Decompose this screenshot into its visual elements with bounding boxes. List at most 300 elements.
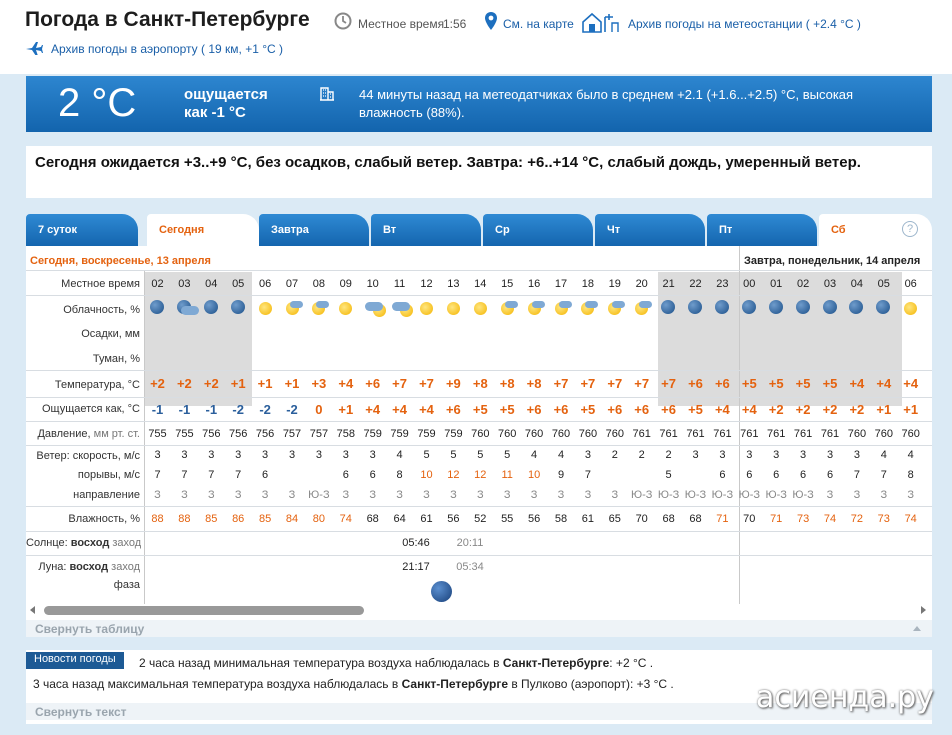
direction-cell: З xyxy=(880,489,888,501)
humidity-cell: 71 xyxy=(716,513,729,525)
hour-cell: 06 xyxy=(258,278,272,290)
gust-cell: 7 xyxy=(208,469,215,481)
wind-speed-cell: 3 xyxy=(826,449,834,461)
pressure-cell: 760 xyxy=(498,428,517,440)
moon-icon xyxy=(742,300,762,316)
direction-cell: Ю-З xyxy=(308,489,330,501)
station-archive-link[interactable]: Архив погоды на метеостанции ( +2.4 °C ) xyxy=(628,17,861,31)
temperature-cell: +6 xyxy=(714,376,730,391)
direction-cell: Ю-З xyxy=(684,489,707,501)
temperature-cell: +7 xyxy=(661,376,676,391)
news-line-1: 2 часа назад минимальная температура воздуха наблюдалась в Санкт-Петербурге: +2 °C . xyxy=(139,656,654,670)
gust-cell: 7 xyxy=(154,469,161,481)
direction-cell: З xyxy=(342,489,350,501)
moonrise-time: 21:17 xyxy=(402,561,430,573)
scrollbar-thumb[interactable] xyxy=(44,606,364,615)
direction-cell: З xyxy=(234,489,242,501)
feels-like-cell: +6 xyxy=(634,402,650,417)
wind-speed-cell: 3 xyxy=(800,449,807,461)
wind-speed-cell: 3 xyxy=(369,449,376,461)
temperature-cell: +1 xyxy=(284,376,300,391)
pressure-cell: 760 xyxy=(901,428,920,440)
hour-cell: 05 xyxy=(877,278,890,290)
temperature-cell: +7 xyxy=(553,376,569,391)
temperature-cell: +7 xyxy=(580,376,596,391)
row-label-humidity: Влажность, % xyxy=(68,513,140,525)
pressure-cell: 757 xyxy=(309,428,329,440)
hour-cell: 06 xyxy=(904,278,917,290)
row-label-wind: Ветер: скорость, м/с xyxy=(36,450,140,462)
forecast-table xyxy=(26,246,932,620)
pressure-cell: 760 xyxy=(605,428,624,440)
temperature-cell: +5 xyxy=(768,376,784,391)
humidity-cell: 74 xyxy=(904,513,917,525)
current-temperature: 2 °C xyxy=(58,81,137,125)
humidity-cell: 73 xyxy=(796,513,810,525)
date-today: Сегодня, воскресенье, 13 апреля xyxy=(30,255,211,267)
temperature-cell: +4 xyxy=(849,376,865,391)
direction-cell: Ю-З xyxy=(657,489,680,501)
pressure-cell: 756 xyxy=(255,428,275,440)
feels-like-cell: -1 xyxy=(178,402,191,417)
direction-cell: Ю-З xyxy=(738,489,760,501)
pressure-cell: 761 xyxy=(686,428,705,440)
humidity-cell: 56 xyxy=(447,513,460,525)
gust-cell: 6 xyxy=(719,469,726,481)
feels-like-cell: -2 xyxy=(286,402,298,417)
tab-thursday[interactable]: Чт xyxy=(595,214,705,246)
temperature-cell: +2 xyxy=(150,376,165,391)
temperature-cell: +7 xyxy=(634,376,650,391)
pressure-cell: 755 xyxy=(148,428,167,440)
clock-icon xyxy=(334,12,352,30)
humidity-cell: 86 xyxy=(232,513,245,525)
feels-like-cell: +4 xyxy=(741,402,757,417)
hour-cell: 23 xyxy=(716,278,729,290)
temperature-cell: +6 xyxy=(365,376,381,391)
tab-today[interactable]: Сегодня xyxy=(147,214,259,246)
humidity-cell: 52 xyxy=(474,513,487,525)
sun-cloud-icon xyxy=(634,300,654,316)
moon-icon xyxy=(796,300,816,316)
temperature-cell: +4 xyxy=(903,376,919,391)
sun-cloud-icon xyxy=(554,300,574,316)
wind-speed-cell: 3 xyxy=(853,449,860,461)
news-line-2: 3 часа назад максимальная температура воздуха наблюдалась в Санкт-Петербурге в Пулково (аэропорт): +3 °C . xyxy=(33,677,674,691)
moon-icon xyxy=(849,300,869,316)
humidity-cell: 58 xyxy=(554,513,568,525)
humidity-cell: 84 xyxy=(285,513,299,525)
row-label-sun: Солнце: восход заход xyxy=(26,537,142,549)
hour-cell: 20 xyxy=(635,278,648,290)
weather-station-icon xyxy=(581,11,621,33)
pressure-cell: 759 xyxy=(444,428,463,440)
sun-icon xyxy=(338,300,358,316)
feels-like-cell: +5 xyxy=(580,402,596,417)
moon-icon xyxy=(688,300,708,316)
pressure-cell: 760 xyxy=(551,428,571,440)
feels-like-cell: +5 xyxy=(472,402,488,417)
feels-like-cell: +6 xyxy=(607,402,623,417)
row-label-temp: Температура, °C xyxy=(54,379,140,391)
gust-cell: 6 xyxy=(746,469,753,481)
pressure-cell: 760 xyxy=(471,428,490,440)
humidity-cell: 85 xyxy=(258,513,272,525)
temperature-cell: +9 xyxy=(445,376,461,391)
hour-cell: 12 xyxy=(420,278,433,290)
gust-cell: 8 xyxy=(907,469,914,481)
tab-friday[interactable]: Пт xyxy=(707,214,817,246)
sun-cloud-icon xyxy=(580,300,600,316)
sun-icon xyxy=(446,300,466,316)
pressure-cell: 759 xyxy=(363,428,382,440)
moon-icon xyxy=(823,300,843,316)
map-pin-icon xyxy=(484,11,498,31)
sun-icon xyxy=(903,300,923,316)
wind-speed-cell: 3 xyxy=(342,449,349,461)
hour-cell: 04 xyxy=(850,278,864,290)
pressure-cell: 756 xyxy=(202,428,221,440)
hour-cell: 18 xyxy=(581,278,595,290)
direction-cell: З xyxy=(423,489,430,501)
map-link[interactable]: См. на карте xyxy=(503,17,574,31)
hour-cell: 02 xyxy=(151,278,164,290)
humidity-cell: 68 xyxy=(366,513,379,525)
moon-phase-icon xyxy=(431,581,452,602)
hour-cell: 11 xyxy=(393,278,406,290)
cloud-sun-icon xyxy=(392,300,412,316)
row-label-cloud: Облачность, % xyxy=(63,304,140,316)
gust-cell: 10 xyxy=(420,469,433,481)
direction-cell: З xyxy=(261,489,269,501)
humidity-cell: 85 xyxy=(205,513,218,525)
feels-like-cell: +2 xyxy=(849,402,865,417)
temperature-cell: +6 xyxy=(688,376,703,391)
temperature-cell: +5 xyxy=(822,376,838,391)
tab-7-days[interactable]: 7 суток xyxy=(26,214,138,246)
row-label-direction: направление xyxy=(73,489,140,501)
pressure-cell: 755 xyxy=(175,428,194,440)
wind-speed-cell: 2 xyxy=(665,449,672,461)
pressure-cell: 761 xyxy=(713,428,732,440)
feels-like-cell: +6 xyxy=(445,402,461,417)
direction-cell: З xyxy=(503,489,511,501)
wind-speed-cell: 3 xyxy=(584,449,591,461)
hour-cell: 16 xyxy=(527,278,541,290)
wind-speed-cell: 3 xyxy=(235,449,242,461)
sunset-time: 20:11 xyxy=(456,537,484,549)
sun-cloud-icon xyxy=(500,300,520,316)
feels-like-cell: +1 xyxy=(903,402,919,417)
moon-icon xyxy=(231,300,251,316)
temperature-cell: +2 xyxy=(203,376,219,391)
temperature-cell: +7 xyxy=(392,376,407,391)
help-icon[interactable]: ? xyxy=(902,221,918,237)
wind-speed-cell: 3 xyxy=(746,449,753,461)
humidity-cell: 74 xyxy=(339,513,352,525)
pressure-cell: 760 xyxy=(578,428,598,440)
collapse-arrow-icon[interactable] xyxy=(913,626,921,631)
humidity-cell: 70 xyxy=(635,513,648,525)
direction-cell: З xyxy=(853,489,861,501)
scroll-left-arrow[interactable] xyxy=(30,606,35,614)
feels-like-cell: +4 xyxy=(419,402,434,417)
feels-like-cell: -1 xyxy=(205,402,218,417)
feels-like-cell: +5 xyxy=(499,402,515,417)
humidity-cell: 74 xyxy=(823,513,837,525)
pressure-cell: 760 xyxy=(874,428,893,440)
humidity-cell: 56 xyxy=(527,513,541,525)
day-divider xyxy=(739,246,740,604)
local-time-value: 1:56 xyxy=(443,17,467,31)
direction-cell: З xyxy=(476,489,484,501)
pressure-cell: 761 xyxy=(740,428,759,440)
cloud-sun-icon xyxy=(365,300,385,316)
direction-cell: З xyxy=(396,489,403,501)
pressure-cell: 761 xyxy=(659,428,678,440)
pressure-cell: 759 xyxy=(417,428,436,440)
hour-cell: 19 xyxy=(608,278,621,290)
row-label-feels: Ощущается как, °C xyxy=(41,403,140,415)
collapse-table-button[interactable]: Свернуть таблицу xyxy=(26,620,932,637)
temperature-cell: +5 xyxy=(741,376,757,391)
pressure-cell: 761 xyxy=(793,428,813,440)
wind-speed-cell: 3 xyxy=(773,449,780,461)
pressure-cell: 759 xyxy=(390,428,409,440)
pressure-cell: 761 xyxy=(820,428,840,440)
wind-speed-cell: 5 xyxy=(477,449,484,461)
temperature-cell: +8 xyxy=(472,376,488,391)
pressure-cell: 761 xyxy=(632,428,651,440)
hour-cell: 15 xyxy=(501,278,514,290)
direction-cell: З xyxy=(557,489,565,501)
direction-cell: З xyxy=(181,489,188,501)
moon-icon xyxy=(204,300,224,316)
sun-cloud-icon xyxy=(527,300,547,316)
hour-cell: 17 xyxy=(554,278,568,290)
hour-cell: 05 xyxy=(232,278,245,290)
gust-cell: 6 xyxy=(369,469,376,481)
moon-icon xyxy=(876,300,896,316)
hour-cell: 01 xyxy=(770,278,783,290)
feels-like-cell: +6 xyxy=(661,402,676,417)
feels-like-cell: +6 xyxy=(526,402,542,417)
forecast-summary xyxy=(26,146,932,198)
temperature-cell: +7 xyxy=(607,376,623,391)
tab-tomorrow[interactable]: Завтра xyxy=(259,214,369,246)
hour-cell: 13 xyxy=(447,278,460,290)
humidity-cell: 68 xyxy=(689,513,702,525)
feels-like-cell: 0 xyxy=(315,402,323,417)
wind-speed-cell: 3 xyxy=(181,449,188,461)
gust-cell: 7 xyxy=(880,469,887,481)
wind-speed-cell: 2 xyxy=(611,449,618,461)
temperature-cell: +8 xyxy=(499,376,515,391)
moon-icon xyxy=(661,300,681,316)
direction-cell: З xyxy=(530,489,538,501)
hour-cell: 22 xyxy=(689,278,702,290)
wind-speed-cell: 3 xyxy=(315,449,322,461)
row-label-precip: Осадки, мм xyxy=(81,328,140,340)
feels-like-cell: +1 xyxy=(876,402,892,417)
sun-cloud-icon xyxy=(311,300,331,316)
temperature-cell: +5 xyxy=(795,376,811,391)
gust-cell: 7 xyxy=(181,469,188,481)
pressure-cell: 757 xyxy=(282,428,302,440)
feels-like-cell: +4 xyxy=(714,402,730,417)
direction-cell: З xyxy=(207,489,215,501)
feels-like-cell: +4 xyxy=(365,402,381,417)
feels-like-cell: -2 xyxy=(232,402,244,417)
wind-speed-cell: 4 xyxy=(557,449,565,461)
humidity-cell: 61 xyxy=(581,513,595,525)
feels-like-cell: -2 xyxy=(259,402,271,417)
humidity-cell: 72 xyxy=(850,513,864,525)
wind-speed-cell: 4 xyxy=(531,449,538,461)
gust-cell: 11 xyxy=(501,469,513,481)
row-label-pressure: Давление, мм рт. ст. xyxy=(37,428,140,440)
hour-cell: 10 xyxy=(366,278,379,290)
page-title: Погода в Санкт-Петербурге xyxy=(25,8,310,31)
local-time-label: Местное время xyxy=(358,17,445,31)
airport-archive-link[interactable]: Архив погоды в аэропорту ( 19 км, +1 °C ) xyxy=(51,42,284,56)
gust-cell: 5 xyxy=(665,469,672,481)
direction-cell: Ю-З xyxy=(630,489,653,501)
temperature-cell: +2 xyxy=(176,376,192,391)
feels-like-cell: +1 xyxy=(338,402,354,417)
date-tomorrow: Завтра, понедельник, 14 апреля xyxy=(744,255,921,267)
feels-like-cell: -1 xyxy=(151,402,164,417)
feels-like-cell: +2 xyxy=(768,402,784,417)
feels-like-cell: +5 xyxy=(688,402,703,417)
pressure-cell: 761 xyxy=(767,428,786,440)
direction-cell: З xyxy=(288,489,296,501)
wind-speed-cell: 5 xyxy=(423,449,430,461)
wind-speed-cell: 3 xyxy=(208,449,215,461)
gust-cell: 10 xyxy=(527,469,541,481)
hour-cell: 07 xyxy=(285,278,299,290)
tab-wednesday[interactable]: Ср xyxy=(483,214,593,246)
moon-icon xyxy=(150,300,170,316)
pressure-cell: 760 xyxy=(524,428,544,440)
gust-cell: 8 xyxy=(396,469,403,481)
moon-cloud-icon xyxy=(177,300,197,316)
scroll-right-arrow[interactable] xyxy=(921,606,926,614)
feels-like-cell: +6 xyxy=(553,402,569,417)
sun-icon xyxy=(419,300,439,316)
gust-cell: 9 xyxy=(557,469,565,481)
row-label-moon: Луна: восход заход xyxy=(38,561,140,573)
gust-cell: 7 xyxy=(853,469,860,481)
wind-speed-cell: 4 xyxy=(396,449,403,461)
direction-cell: Ю-З xyxy=(765,489,787,501)
row-label-phase: фаза xyxy=(113,579,140,591)
feels-like-cell: +2 xyxy=(822,402,838,417)
tab-saturday[interactable]: Сб xyxy=(819,214,932,246)
sensor-reading-text: 44 минуты назад на метеодатчиках было в среднем +2.1 (+1.6...+2.5) °C, высокая влажность (88%). xyxy=(359,87,854,120)
direction-cell: З xyxy=(584,489,592,501)
gust-cell: 6 xyxy=(342,469,349,481)
humidity-cell: 88 xyxy=(151,513,164,525)
sun-icon xyxy=(258,300,278,316)
sun-cloud-icon xyxy=(607,300,627,316)
hour-cell: 09 xyxy=(339,278,352,290)
humidity-cell: 61 xyxy=(420,513,433,525)
pressure-cell: 756 xyxy=(229,428,248,440)
wind-speed-cell: 4 xyxy=(907,449,914,461)
building-icon xyxy=(319,85,335,101)
humidity-cell: 65 xyxy=(608,513,621,525)
row-label-time: Местное время xyxy=(61,278,140,290)
hour-cell: 03 xyxy=(178,278,191,290)
temperature-cell: +1 xyxy=(230,376,246,391)
hour-cell: 21 xyxy=(662,278,675,290)
temperature-cell: +3 xyxy=(311,376,327,391)
direction-cell: З xyxy=(907,489,915,501)
hour-cell: 08 xyxy=(312,278,326,290)
gust-cell: 6 xyxy=(773,469,780,481)
wind-speed-cell: 3 xyxy=(262,449,269,461)
hour-cell: 02 xyxy=(796,278,810,290)
pressure-cell: 758 xyxy=(336,428,355,440)
temperature-cell: +1 xyxy=(257,376,273,391)
wind-speed-cell: 3 xyxy=(719,449,726,461)
humidity-cell: 68 xyxy=(662,513,675,525)
temperature-cell: +7 xyxy=(419,376,434,391)
direction-cell: З xyxy=(450,489,457,501)
sun-icon xyxy=(473,300,493,316)
temperature-cell: +4 xyxy=(338,376,354,391)
wind-speed-cell: 3 xyxy=(288,449,296,461)
wind-speed-cell: 5 xyxy=(450,449,457,461)
temperature-cell: +8 xyxy=(526,376,542,391)
hour-cell: 14 xyxy=(474,278,487,290)
direction-cell: Ю-З xyxy=(711,489,734,501)
gust-cell: 7 xyxy=(584,469,591,481)
airplane-icon xyxy=(25,41,43,55)
news-tag: Новости погоды xyxy=(26,652,124,669)
temperature-cell: +4 xyxy=(876,376,892,391)
wind-speed-cell: 3 xyxy=(692,449,699,461)
gust-cell: 12 xyxy=(447,469,460,481)
humidity-cell: 55 xyxy=(501,513,514,525)
collapse-text-button[interactable]: Свернуть текст xyxy=(26,703,932,720)
gust-cell: 6 xyxy=(262,469,269,481)
row-label-fog: Туман, % xyxy=(92,353,140,365)
direction-cell: З xyxy=(154,489,161,501)
gust-cell: 6 xyxy=(826,469,834,481)
humidity-cell: 73 xyxy=(877,513,890,525)
row-label-gust: порывы, м/с xyxy=(77,469,140,481)
humidity-cell: 71 xyxy=(770,513,783,525)
humidity-cell: 70 xyxy=(743,513,756,525)
hour-cell: 04 xyxy=(205,278,218,290)
direction-cell: Ю-З xyxy=(792,489,814,501)
sunrise-time: 05:46 xyxy=(402,537,430,549)
humidity-cell: 64 xyxy=(393,513,406,525)
wind-speed-cell: 2 xyxy=(638,449,645,461)
direction-cell: З xyxy=(611,489,619,501)
direction-cell: З xyxy=(826,489,834,501)
feels-like-cell: +4 xyxy=(392,402,407,417)
gust-cell: 7 xyxy=(235,469,242,481)
tab-tuesday[interactable]: Вт xyxy=(371,214,481,246)
hour-cell: 00 xyxy=(743,278,756,290)
wind-speed-cell: 4 xyxy=(880,449,887,461)
feels-like-cell: +2 xyxy=(795,402,811,417)
pressure-cell: 760 xyxy=(847,428,867,440)
watermark-logo: асиенда.ру xyxy=(756,680,934,715)
